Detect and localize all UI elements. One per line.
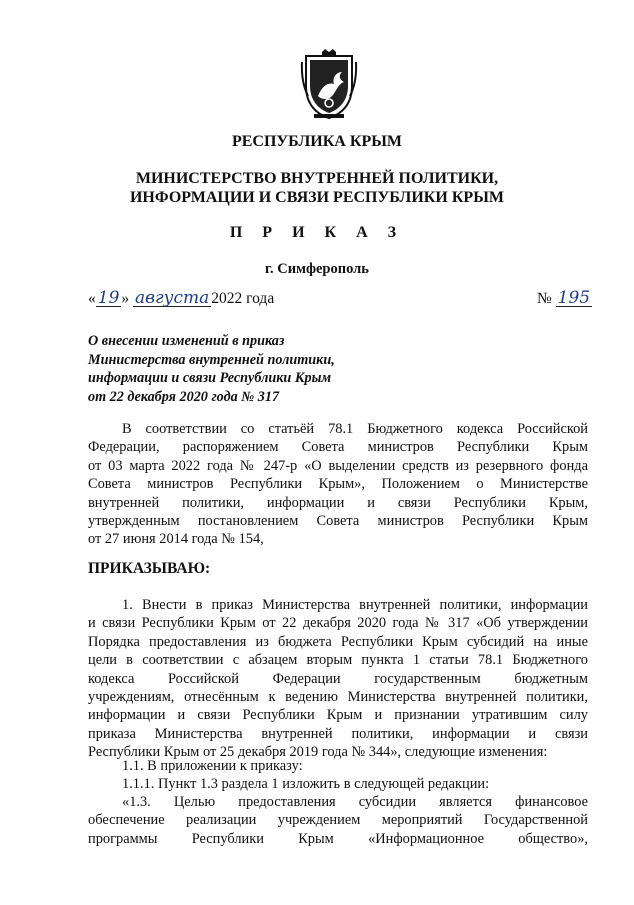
clause-line: приказа Министерства внутренней политики, информации и связи <box>88 725 588 742</box>
preamble-line: внутренней политики, информации и связи Республики Крым, <box>88 494 588 511</box>
order-directive-heading: ПРИКАЗЫВАЮ: <box>88 560 211 577</box>
order-date <box>88 290 274 308</box>
clause-line: информации и связи Республики Крым и признании утратившим силу <box>88 707 588 724</box>
clause-1-1-1 <box>88 775 588 793</box>
issue-city: г. Симферополь <box>265 261 369 277</box>
clause-1-1 <box>88 757 588 775</box>
ministry-name-line-2: ИНФОРМАЦИИ И СВЯЗИ РЕСПУБЛИКИ КРЫМ <box>129 189 505 206</box>
clause-line: программы Республики Крым «Информационное общество», <box>88 830 588 847</box>
ministry-name-line-1: МИНИСТЕРСТВО ВНУТРЕННЕЙ ПОЛИТИКИ, <box>135 170 499 187</box>
clause-1-paragraph <box>88 596 588 762</box>
date-month-handwritten: августа <box>135 288 210 308</box>
preamble-line: Совета министров Республики Крым», Положением о Министерстве <box>88 476 588 493</box>
clause-line: кодекса Российской Федерации государственным бюджетным <box>88 670 588 687</box>
clause-1-3-paragraph <box>88 793 588 848</box>
document-type-title: П Р И К А З <box>229 224 405 241</box>
order-subject <box>88 332 335 406</box>
preamble-paragraph <box>88 420 588 549</box>
clause-line: 1.1. В приложении к приказу: <box>122 758 303 774</box>
date-year: 2022 года <box>211 290 275 307</box>
subject-line: информации и связи Республики Крым <box>88 370 332 386</box>
clause-line: обеспечение реализации учреждением мероприятий Государственной <box>88 812 588 829</box>
number-label: № <box>537 290 552 307</box>
subject-line: Министерства внутренней политики, <box>88 351 335 368</box>
preamble-line: от 27 июня 2014 года № 154, <box>88 531 264 548</box>
number-value-handwritten: 195 <box>557 288 591 308</box>
date-day-handwritten: 19 <box>97 288 120 308</box>
clause-line: 1. Внести в приказ Министерства внутренней политики, информации <box>122 597 588 613</box>
republic-title: РЕСПУБЛИКА КРЫМ <box>231 133 403 150</box>
clause-line: учреждениям, отнесённым к ведению Министерства внутренней политики, <box>88 689 588 706</box>
clause-line: Порядка предоставления из бюджета Республики Крым субсидий на иные <box>88 633 588 650</box>
preamble-line: утвержденным постановлением Совета министров Республики Крым <box>88 513 588 530</box>
subject-line: от 22 декабря 2020 года № 317 <box>88 388 280 405</box>
clause-line: и связи Республики Крым от 22 декабря 2020 года № 317 «Об утверждении <box>88 615 588 632</box>
date-open-quote: « <box>88 290 96 307</box>
clause-line: «1.3. Целью предоставления субсидии является финансовое <box>122 794 588 810</box>
clause-line: Республики Крым от 25 декабря 2019 года № 344», следующие изменения: <box>88 744 548 761</box>
clause-line: 1.1.1. Пункт 1.3 раздела 1 изложить в следующей редакции: <box>122 776 490 792</box>
crimea-coat-of-arms-icon <box>300 48 358 120</box>
preamble-line: от 03 марта 2022 года № 247-р «О выделении средств из резервного фонда <box>88 457 588 474</box>
preamble-line: Федерации, распоряжением Совета министров Республики Крым <box>88 439 588 456</box>
date-close-quote: » <box>121 290 130 307</box>
subject-line: О внесении изменений в приказ <box>88 333 285 349</box>
preamble-line: В соответствии со статьёй 78.1 Бюджетного кодекса Российской <box>122 421 588 437</box>
order-number <box>537 290 592 308</box>
clause-line: цели в соответствии с абзацем вторым пункта 1 статьи 78.1 Бюджетного <box>88 652 588 669</box>
